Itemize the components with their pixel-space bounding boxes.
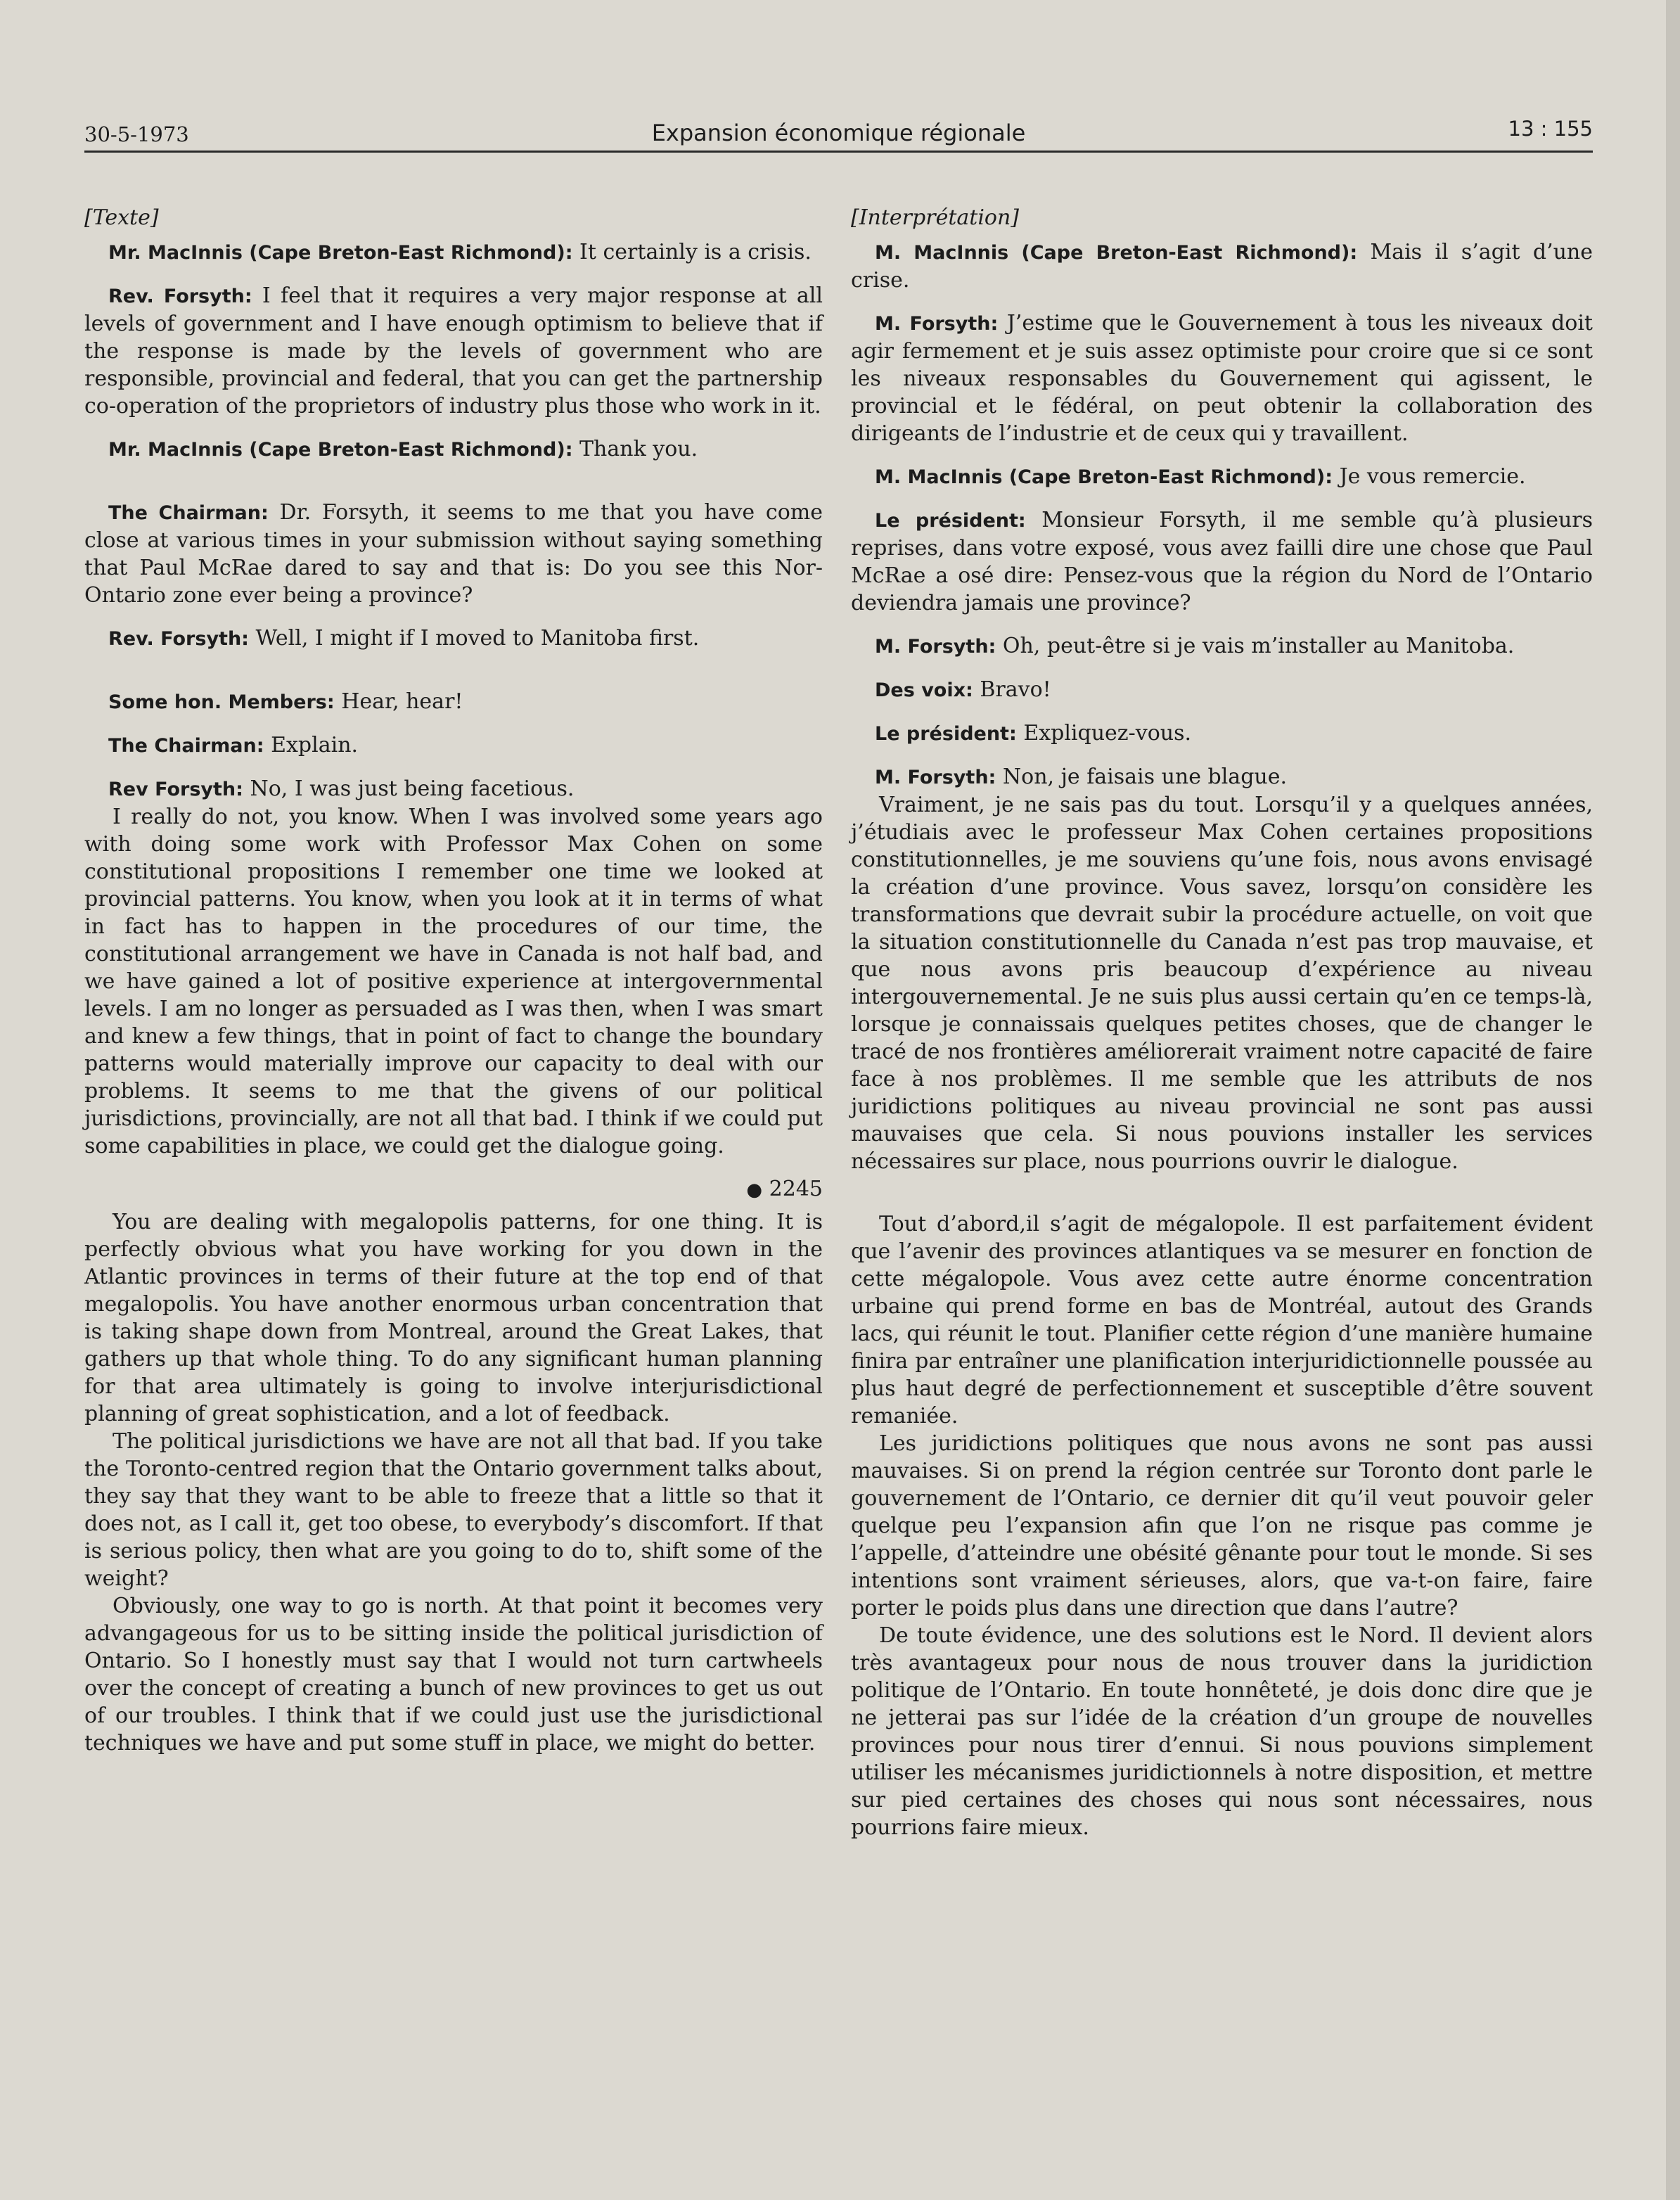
- speech-text: Bravo!: [980, 677, 1051, 702]
- spacer: [851, 1191, 1593, 1210]
- speech-block: [851, 238, 1593, 294]
- speech-text: No, I was just being facetious.: [250, 776, 575, 801]
- speech-block: [84, 435, 823, 463]
- paragraph: You are dealing with megalopolis patterns, for one thing. It is perfectly obvious what you have working for you down in the Atlantic provinces in terms of their future at the top end of that megalopolis. You have another enormous urban concentration that is taking shape down from Montreal, around the Great Lakes, that gathers up that whole thing. To do any significant human planning for that area ultimately is going to involve interjurisdictional planning of great sophistication, and a lot of feedback.: [84, 1210, 823, 1426]
- speech-text: Monsieur Forsyth, il me semble qu’à plusieurs reprises, dans votre exposé, vous avez failli dire une chose que Paul McRae a osé dire: Pensez-vous que la région du Nord de l’Ontario deviendra jamais une province?: [851, 508, 1594, 615]
- speech-block: [84, 499, 823, 609]
- speaker-name: Rev. Forsyth:: [108, 286, 252, 307]
- speaker-name: Mr. MacInnis (Cape Breton-East Richmond):: [108, 242, 573, 264]
- speech-text: Mais il s’agit d’une crise.: [851, 240, 1594, 293]
- speech-text: Hear, hear!: [341, 689, 463, 714]
- speaker-name: Rev Forsyth:: [108, 779, 243, 800]
- speech-text: I feel that it requires a very major response at all levels of government and I have enough optimism to believe that if the response is made by the levels of government who are responsible, provincial and federal, that you can get the partnership co-operation of the proprietors of industry plus those who work in it.: [84, 283, 823, 418]
- speaker-name: M. Forsyth:: [875, 767, 996, 788]
- paragraph: Obviously, one way to go is north. At that point it becomes very advangageous for us to be sitting inside the political jurisdiction of Ontario. So I honestly must say that I would not turn cartwheels over the concept of creating a bunch of new provinces to get us out of our troubles. I think that if we could just use the jurisdictional techniques we have and put some stuff in place, we might do better.: [84, 1594, 823, 1755]
- speaker-name: M. Forsyth:: [875, 636, 996, 658]
- section-tag: [Interprétation]: [851, 205, 1020, 230]
- speech-block: [84, 688, 823, 716]
- speaker-name: M. MacInnis (Cape Breton-East Richmond):: [875, 242, 1358, 264]
- speech-block: [851, 763, 1593, 791]
- speech-block: [851, 309, 1593, 447]
- french-column: [851, 204, 1593, 1841]
- paragraph: Tout d’abord,il s’agit de mégalopole. Il est parfaitement évident que l’avenir des provinces atlantiques va se mesurer en fonction de cette mégalopole. Vous avez cette autre énorme concentration urbaine qui prend forme en bas de Montréal, autout des Grands lacs, qui réunit le tout. Planifier cette région d’une manière humaine finira par entraîner une planification interjuridictionnelle poussée au plus haut degré de perfectionnement et susceptible d’être souvent remaniée.: [851, 1212, 1593, 1428]
- speech-block: [851, 676, 1593, 704]
- paragraph: The political jurisdictions we have are not all that bad. If you take the Toronto-centred region that the Ontario government talks about, they say that they want to be able to freeze that a little so that it does not, as I call it, get too obese, to everybody’s discomfort. If that is serious policy, then what are you going to do to, shift some of the weight?: [84, 1429, 823, 1591]
- bullet-icon: ●: [746, 1179, 763, 1201]
- page-edge: [1666, 0, 1680, 2200]
- speaker-name: Le président:: [875, 510, 1026, 532]
- paragraph: Les juridictions politiques que nous avons ne sont pas aussi mauvaises. Si on prend la région centrée sur Toronto dont parle le gouvernement de l’Ontario, ce dernier dit qu’il veut pouvoir geler quelque peu l’expansion afin que l’on ne risque pas comme je l’appelle, d’atteindre une obésité gênante pour tout le monde. Si ses intentions sont vraiment sérieuses, alors, que va-t-on faire, faire porter le poids plus dans une direction que dans l’autre?: [851, 1431, 1593, 1620]
- header-page-number: 13 : 155: [1508, 117, 1593, 141]
- speaker-name: Des voix:: [875, 679, 973, 701]
- speech-block: [851, 720, 1593, 748]
- paragraph: De toute évidence, une des solutions est le Nord. Il devient alors très avantageux pour nous de nous trouver dans la juridiction politique de l’Ontario. En toute honnêteté, je dois donc dire que je ne jetterai pas sur l’idée de la création d’un groupe de nouvelles provinces pour nous tirer d’ennui. Si nous pouvions simplement utiliser les mécanismes juridictionnels à notre disposition, et mettre sur pied certaines des choses qui nous sont nécessaires, nous pourrions faire mieux.: [851, 1623, 1593, 1840]
- time-marker-value: 2245: [769, 1177, 823, 1201]
- paragraph: I really do not, you know. When I was involved some years ago with doing some work with Professor Max Cohen on some constitutional propositions I remember one time we looked at provincial patterns. You know, when you look at it in terms of what in fact has to happen in the procedures of our time, the constitutional arrangement we have in Canada is not half bad, and we have gained a lot of positive experience at intergovernmental levels. I am no longer as persuaded as I was then, when I was smart and knew a few things, that in point of fact to change the boundary patterns would materially improve our capacity to deal with our problems. It seems to me that the givens of our political jurisdictions, provincially, are not all that bad. I think if we could put some capabilities in place, we could get the dialogue going.: [84, 805, 823, 1158]
- running-header: [84, 105, 1593, 153]
- speech-text: Oh, peut-être si je vais m’installer au Manitoba.: [1002, 634, 1515, 658]
- spacer: [84, 479, 823, 499]
- speaker-name: Some hon. Members:: [108, 691, 335, 713]
- speech-text: Well, I might if I moved to Manitoba first.: [255, 626, 700, 651]
- speaker-name: M. MacInnis (Cape Breton-East Richmond):: [875, 466, 1333, 488]
- speech-block: [851, 463, 1593, 491]
- header-date: 30-5-1973: [84, 122, 189, 146]
- header-title: Expansion économique régionale: [651, 120, 1026, 146]
- speaker-name: The Chairman:: [108, 735, 264, 757]
- time-marker: [84, 1175, 823, 1204]
- speech-block: [84, 282, 823, 420]
- speech-text: Non, je faisais une blague.: [1002, 765, 1288, 789]
- speech-block: [851, 632, 1593, 660]
- speaker-name: Mr. MacInnis (Cape Breton-East Richmond):: [108, 439, 573, 461]
- speech-text: J’estime que le Gouvernement à tous les niveaux doit agir fermement et je suis assez optimiste pour croire que si ce sont les niveaux responsables du Gouvernement qui agissent, le provincial et le fédéral, on peut obtenir la collaboration des dirigeants de l’industrie et de ceux qui y travaillent.: [851, 311, 1593, 446]
- speech-text: Thank you.: [579, 437, 698, 461]
- speech-block: [84, 625, 823, 653]
- speech-text: Dr. Forsyth, it seems to me that you have come close at various times in your submission without saying something that Paul McRae dared to say and that is: Do you see this Nor-Ontario zone ever being a province?: [84, 500, 823, 608]
- speaker-name: Le président:: [875, 723, 1017, 745]
- speaker-name: Rev. Forsyth:: [108, 628, 249, 650]
- speech-text: Expliquez-vous.: [1023, 721, 1192, 746]
- speech-text: It certainly is a crisis.: [579, 240, 812, 264]
- speech-text: Je vous remercie.: [1339, 464, 1526, 489]
- speaker-name: M. Forsyth:: [875, 313, 999, 335]
- english-column: [84, 204, 823, 1757]
- speech-block: [84, 238, 823, 267]
- speech-text: Explain.: [271, 733, 359, 757]
- speaker-name: The Chairman:: [108, 502, 269, 524]
- spacer: [84, 668, 823, 688]
- section-tag: [Texte]: [84, 205, 159, 230]
- paragraph: Vraiment, je ne sais pas du tout. Lorsqu’il y a quelques années, j’étudiais avec le professeur Max Cohen certaines propositions constitutionnelles, je me souviens qu’une fois, nous avons envisagé la création d’une province. Vous savez, lorsqu’on considère les transformations que devrait subir la procédure actuelle, on voit que la situation constitutionnelle du Canada n’est pas trop mauvaise, et que nous avons pris beaucoup d’expérience au niveau intergouvernemental. Je ne suis plus aussi certain qu’en ce temps-là, lorsque je connaissais quelques petites choses, que de changer le tracé de nos frontières améliorerait vraiment notre capacité de faire face à nos problèmes. Il me semble que les attributs de nos juridictions politiques au niveau provincial ne sont pas aussi mauvaises que cela. Si nous pouvions installer les services nécessaires sur place, nous pourrions ouvrir le dialogue.: [851, 793, 1593, 1174]
- speech-block: [851, 506, 1593, 617]
- speech-block: [84, 775, 823, 803]
- speech-block: [84, 731, 823, 760]
